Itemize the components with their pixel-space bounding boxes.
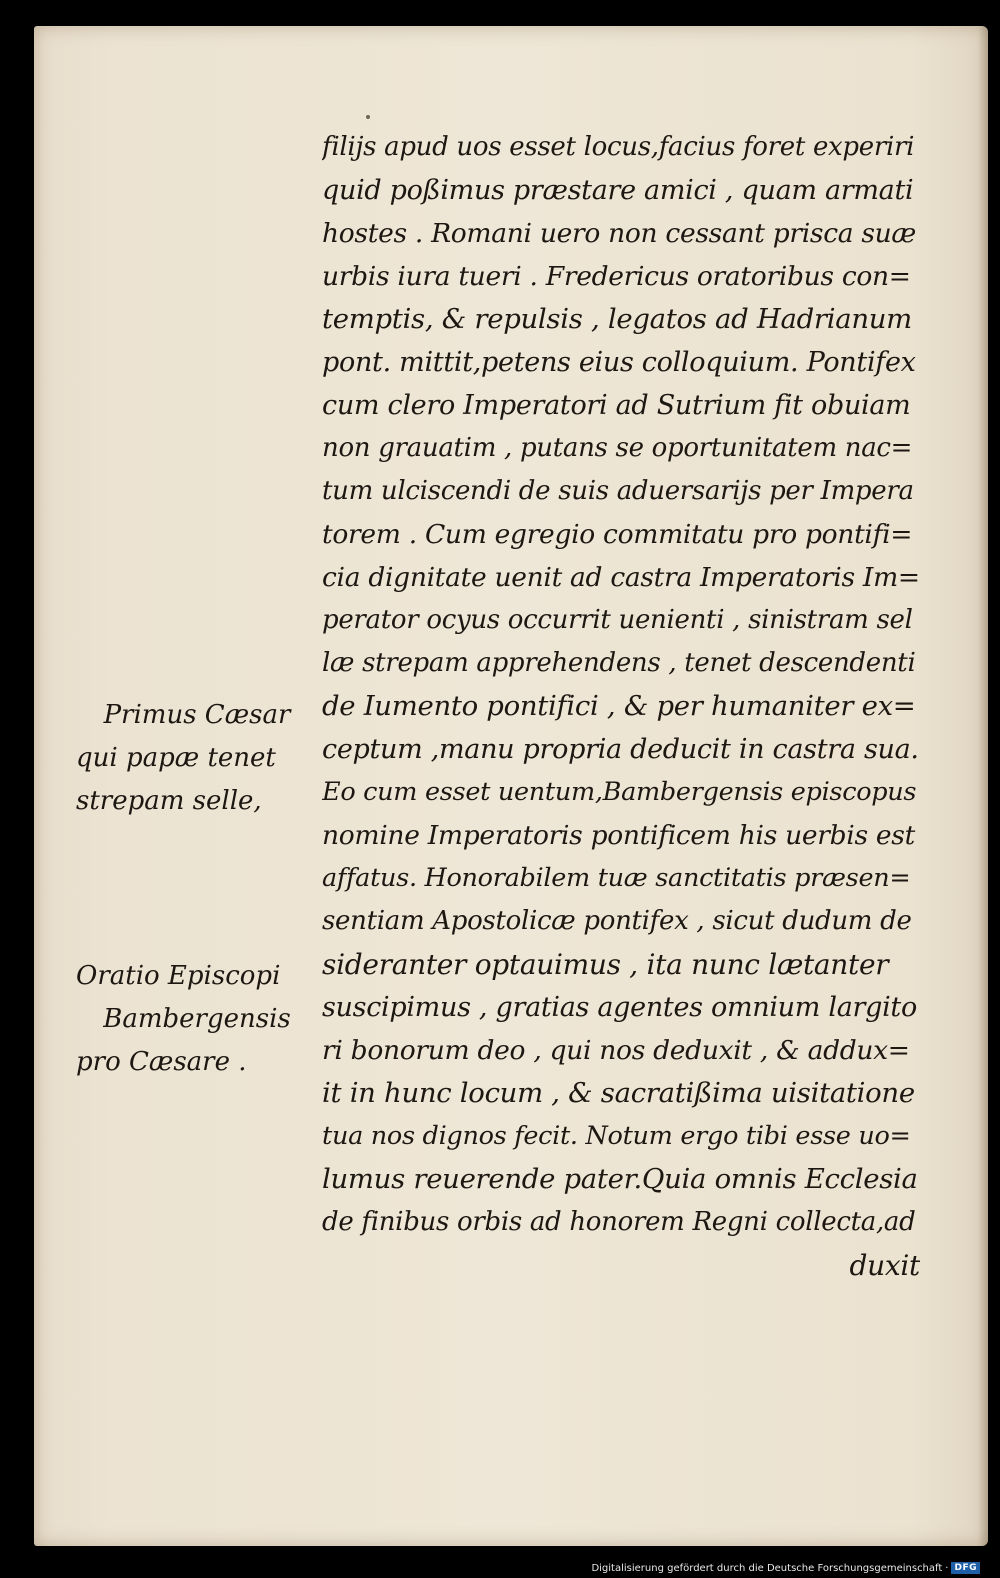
text-line: urbis iura tueri . Fredericus oratoribus con= xyxy=(322,261,911,292)
text-line: de Iumento pontifici , & per humaniter ex= xyxy=(322,690,916,722)
text-line: nomine Imperatoris pontificem his uerbis est xyxy=(322,820,915,851)
text-line: læ strepam apprehendens , tenet descendenti xyxy=(322,648,916,678)
text-line: suscipimus , gratias agentes omnium largito xyxy=(322,992,917,1023)
page-edge-shadow xyxy=(978,26,988,1546)
footer-separator: · xyxy=(945,1562,949,1574)
marginal-note-line: qui papæ tenet xyxy=(76,743,276,773)
text-line: tua nos dignos fecit. Notum ergo tibi esse uo= xyxy=(322,1121,911,1151)
main-text-column xyxy=(322,126,920,1287)
marginal-note-line: Primus Cæsar xyxy=(103,700,291,730)
text-line: sentiam Apostolicæ pontifex , sicut dudum de xyxy=(322,906,912,936)
text-line: quid poßimus præstare amici , quam armati xyxy=(322,175,914,206)
text-line: cia dignitate uenit ad castra Imperatoris Im= xyxy=(322,562,920,593)
marginal-note-oratio-episcopi xyxy=(76,955,318,1084)
text-line: pont. mittit,petens eius colloquium. Pontifex xyxy=(322,347,916,378)
text-line: sideranter optauimus , ita nunc lætanter xyxy=(322,948,889,981)
text-line: ri bonorum deo , qui nos deduxit , & addux= xyxy=(322,1035,910,1066)
marginal-note-line: pro Cæsare . xyxy=(76,1047,247,1077)
text-line: Eo cum esset uentum,Bambergensis episcopus xyxy=(322,777,917,807)
text-line: cum clero Imperatori ad Sutrium fit obuiam xyxy=(322,390,911,421)
dfg-logo-icon: DFG xyxy=(951,1562,980,1574)
text-line: ceptum ,manu propria deducit in castra sua. xyxy=(322,734,919,765)
text-line: it in hunc locum , & sacratißima uisitatione xyxy=(322,1077,915,1109)
marginal-note-primus-caesar xyxy=(76,694,318,823)
text-line: temptis, & repulsis , legatos ad Hadrianum xyxy=(322,303,912,335)
footer-credit-text: Digitalisierung gefördert durch die Deutsche Forschungsgemeinschaft xyxy=(591,1562,943,1574)
text-line: perator ocyus occurrit uenienti , sinistram sel xyxy=(322,605,913,635)
catchword: duxit xyxy=(849,1249,920,1282)
text-line: affatus. Honorabilem tuæ sanctitatis præsen= xyxy=(322,863,911,893)
text-line: tum ulciscendi de suis aduersarijs per Impera xyxy=(322,476,914,506)
text-line: lumus reuerende pater.Quia omnis Ecclesia xyxy=(322,1163,918,1195)
text-line: torem . Cum egregio commitatu pro pontifi= xyxy=(322,519,913,550)
text-line: hostes . Romani uero non cessant prisca suæ xyxy=(322,218,917,249)
marginal-note-line: strepam selle, xyxy=(76,786,262,816)
text-line: non grauatim , putans se oportunitatem nac= xyxy=(322,433,913,463)
digitization-footer xyxy=(591,1562,980,1574)
text-line: filijs apud uos esset locus,facius foret experiri xyxy=(322,132,915,162)
text-line: de finibus orbis ad honorem Regni collecta,ad xyxy=(322,1207,916,1237)
ink-dot-mark xyxy=(366,115,370,119)
marginal-note-line: Bambergensis xyxy=(103,1004,291,1034)
marginal-note-line: Oratio Episcopi xyxy=(76,961,281,991)
